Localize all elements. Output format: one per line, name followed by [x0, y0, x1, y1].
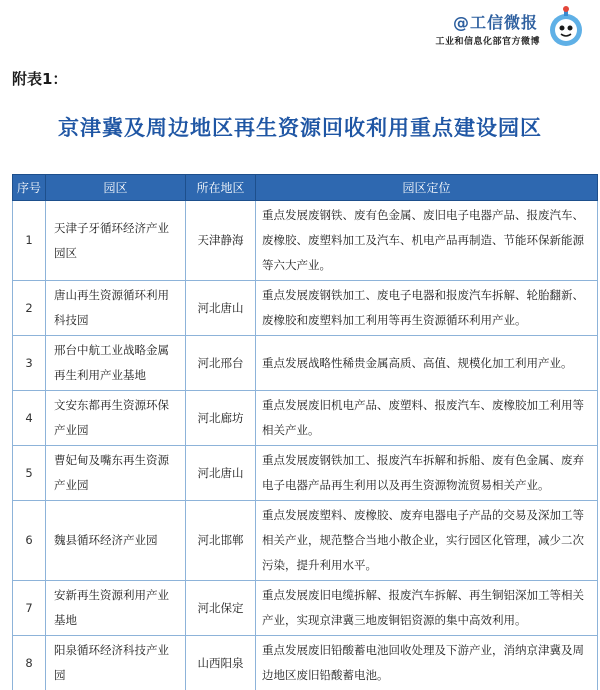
row-park: 邢台中航工业战略金属再生利用产业基地	[46, 336, 186, 391]
row-region: 河北唐山	[186, 446, 256, 501]
row-positioning: 重点发展废钢铁加工、废电子电器和报废汽车拆解、轮胎翻新、废橡胶和废塑料加工利用等再生资源循环利用产业。	[256, 281, 598, 336]
row-park: 天津子牙循环经济产业园区	[46, 201, 186, 281]
row-region: 天津静海	[186, 201, 256, 281]
row-num: 8	[13, 636, 46, 690]
table-header-row	[13, 175, 598, 201]
row-num: 4	[13, 391, 46, 446]
header-num: 序号	[13, 175, 46, 201]
watermark-brand: @工信微报	[453, 10, 538, 33]
header-park: 园区	[46, 175, 186, 201]
parks-table	[12, 174, 598, 690]
row-positioning: 重点发展废钢铁、废有色金属、废旧电子电器产品、报废汽车、废橡胶、废塑料加工及汽车、机电产品再制造、节能环保新能源等六大产业。	[256, 201, 598, 281]
row-num: 1	[13, 201, 46, 281]
row-park: 魏县循环经济产业园	[46, 501, 186, 581]
row-positioning: 重点发展废塑料、废橡胶、废弃电器电子产品的交易及深加工等相关产业，规范整合当地小散企业，实行园区化管理，减少二次污染，提升利用水平。	[256, 501, 598, 581]
row-num: 6	[13, 501, 46, 581]
table-row	[13, 281, 598, 336]
table-row	[13, 446, 598, 501]
page-title: 京津冀及周边地区再生资源回收利用重点建设园区	[0, 112, 600, 142]
row-positioning: 重点发展废钢铁加工、报废汽车拆解和拆船、废有色金属、废弃电子电器产品再生利用以及再生资源物流贸易相关产业。	[256, 446, 598, 501]
row-positioning: 重点发展废旧电缆拆解、报废汽车拆解、再生铜铝深加工等相关产业，实现京津冀三地废铜铝资源的集中高效利用。	[256, 581, 598, 636]
header-region: 所在地区	[186, 175, 256, 201]
table-row	[13, 636, 598, 690]
watermark-subtitle: 工业和信息化部官方微博	[435, 34, 540, 47]
row-region: 河北廊坊	[186, 391, 256, 446]
row-num: 7	[13, 581, 46, 636]
row-park: 阳泉循环经济科技产业园	[46, 636, 186, 690]
table-row	[13, 501, 598, 581]
table-row	[13, 391, 598, 446]
row-region: 河北保定	[186, 581, 256, 636]
row-positioning: 重点发展废旧机电产品、废塑料、报废汽车、废橡胶加工利用等相关产业。	[256, 391, 598, 446]
table-row	[13, 581, 598, 636]
robot-mascot-icon	[544, 6, 588, 50]
row-park: 文安东都再生资源环保产业园	[46, 391, 186, 446]
row-park: 曹妃甸及嘴东再生资源产业园	[46, 446, 186, 501]
row-region: 河北邢台	[186, 336, 256, 391]
watermark	[400, 6, 590, 52]
row-park: 安新再生资源利用产业基地	[46, 581, 186, 636]
table-row	[13, 336, 598, 391]
row-park: 唐山再生资源循环利用科技园	[46, 281, 186, 336]
table-row	[13, 201, 598, 281]
row-num: 5	[13, 446, 46, 501]
row-num: 2	[13, 281, 46, 336]
row-num: 3	[13, 336, 46, 391]
row-region: 河北邯郸	[186, 501, 256, 581]
row-region: 山西阳泉	[186, 636, 256, 690]
header-positioning: 园区定位	[256, 175, 598, 201]
row-positioning: 重点发展废旧铅酸蓄电池回收处理及下游产业，消纳京津冀及周边地区废旧铅酸蓄电池。	[256, 636, 598, 690]
row-region: 河北唐山	[186, 281, 256, 336]
row-positioning: 重点发展战略性稀贵金属高质、高值、规模化加工利用产业。	[256, 336, 598, 391]
appendix-label: 附表1：	[12, 68, 67, 89]
